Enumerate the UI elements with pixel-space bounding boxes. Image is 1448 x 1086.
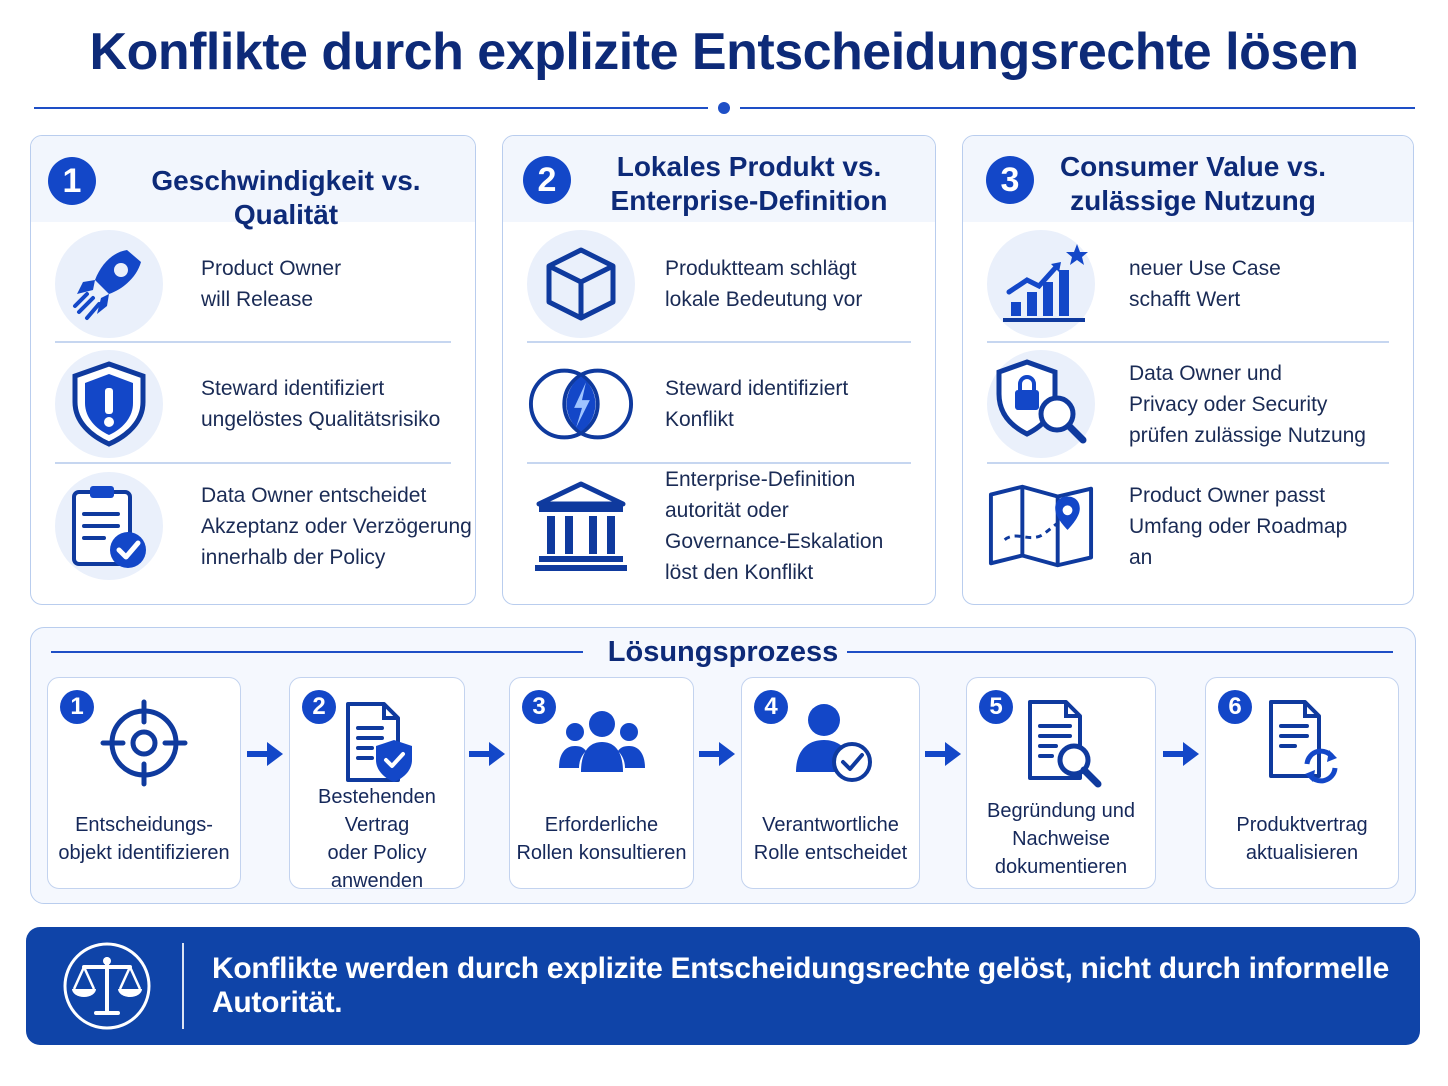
step-label: Erforderliche Rollen konsultieren (516, 814, 687, 864)
step-text: Enterprise-Definition autorität oder Governance-Eskalation löst den Konflikt (665, 468, 884, 584)
title-divider-dot (718, 102, 730, 114)
document-shield-icon (332, 698, 422, 788)
growth-chart-star-icon (993, 240, 1089, 328)
scales-icon (62, 941, 152, 1031)
card-header (963, 136, 1413, 222)
conflict-step (31, 344, 475, 464)
step-label: Entscheidungs- objekt identifizieren (58, 814, 230, 864)
document-refresh-icon (1257, 698, 1347, 788)
arrow-right-icon (697, 740, 737, 768)
step-number: 2 (302, 690, 336, 724)
process-step-4 (741, 677, 920, 889)
step-number: 5 (979, 690, 1013, 724)
row-divider (987, 341, 1389, 343)
conflict-step (963, 466, 1413, 586)
cube-icon (541, 244, 621, 324)
conflict-step (963, 224, 1413, 344)
row-divider (987, 462, 1389, 464)
banner-text: Konflikte werden durch explizite Entscheidungsrechte gelöst, nicht durch informelle Autorität. (212, 952, 1389, 1019)
card-title: Geschwindigkeit vs. Qualität (151, 165, 421, 230)
conflict-step (963, 344, 1413, 464)
target-icon (99, 698, 189, 788)
institution-icon (533, 480, 629, 572)
row-divider (55, 341, 451, 343)
document-search-icon (1016, 698, 1106, 788)
card-header (503, 136, 935, 222)
number-badge: 2 (523, 156, 571, 204)
step-number: 4 (754, 690, 788, 724)
map-route-icon (987, 482, 1095, 570)
page-title: Konflikte durch explizite Entscheidungsrechte lösen (89, 23, 1359, 81)
step-text: Product Owner passt Umfang oder Roadmap an (1129, 483, 1348, 569)
conflict-card-1 (30, 135, 476, 605)
shield-alert-icon (69, 360, 149, 448)
arrow-right-icon (1161, 740, 1201, 768)
process-step-1 (47, 677, 241, 889)
resolution-process (30, 627, 1416, 904)
process-divider-right (847, 651, 1393, 653)
step-text: Produktteam schlägt lokale Bedeutung vor (665, 257, 863, 311)
step-text: Steward identifiziert Konflikt (665, 377, 849, 431)
card-title: Consumer Value vs. zulässige Nutzung (1059, 151, 1327, 216)
conflict-card-3 (962, 135, 1414, 605)
group-icon (557, 698, 647, 788)
step-label: Begründung und Nachweise dokumentieren (987, 800, 1135, 878)
overlap-lightning-icon (527, 362, 635, 446)
summary-banner (26, 927, 1420, 1045)
process-step-2 (289, 677, 465, 892)
step-text: Steward identifiziert ungelöstes Qualitätsrisiko (201, 377, 441, 431)
conflict-step (503, 344, 935, 464)
title-divider-left (34, 107, 708, 109)
step-number: 6 (1218, 690, 1252, 724)
step-label: Produktvertrag aktualisieren (1236, 814, 1368, 864)
clipboard-check-icon (66, 480, 152, 572)
process-step-3 (509, 677, 694, 889)
step-text: neuer Use Case schafft Wert (1129, 257, 1281, 311)
step-text: Product Owner will Release (201, 257, 342, 311)
step-number: 3 (522, 690, 556, 724)
conflict-step (31, 466, 475, 586)
row-divider (527, 341, 911, 343)
user-check-icon (786, 698, 876, 788)
shield-lock-search-icon (991, 356, 1091, 452)
arrow-right-icon (245, 740, 285, 768)
step-label: Bestehenden Vertrag oder Policy anwenden (318, 786, 436, 892)
title-divider-right (740, 107, 1415, 109)
number-badge: 1 (48, 157, 96, 205)
step-number: 1 (60, 690, 94, 724)
row-divider (55, 462, 451, 464)
banner-divider (182, 943, 184, 1029)
conflict-card-2 (502, 135, 936, 605)
conflict-step (31, 224, 475, 344)
conflict-step (503, 466, 935, 586)
conflict-step (503, 224, 935, 344)
number-badge: 3 (986, 156, 1034, 204)
process-title: Lösungsprozess (607, 636, 839, 668)
arrow-right-icon (467, 740, 507, 768)
process-step-5 (966, 677, 1156, 889)
arrow-right-icon (923, 740, 963, 768)
card-title: Lokales Produkt vs. Enterprise-Definition (610, 151, 888, 216)
step-text: Data Owner und Privacy oder Security prüfen zulässige Nutzung (1129, 361, 1366, 447)
rocket-icon (65, 240, 153, 328)
card-header (31, 136, 475, 230)
step-label: Verantwortliche Rolle entscheidet (753, 814, 908, 864)
step-text: Data Owner entscheidet Akzeptanz oder Verzögerung innerhalb der Policy (201, 483, 472, 569)
process-step-6 (1205, 677, 1399, 889)
